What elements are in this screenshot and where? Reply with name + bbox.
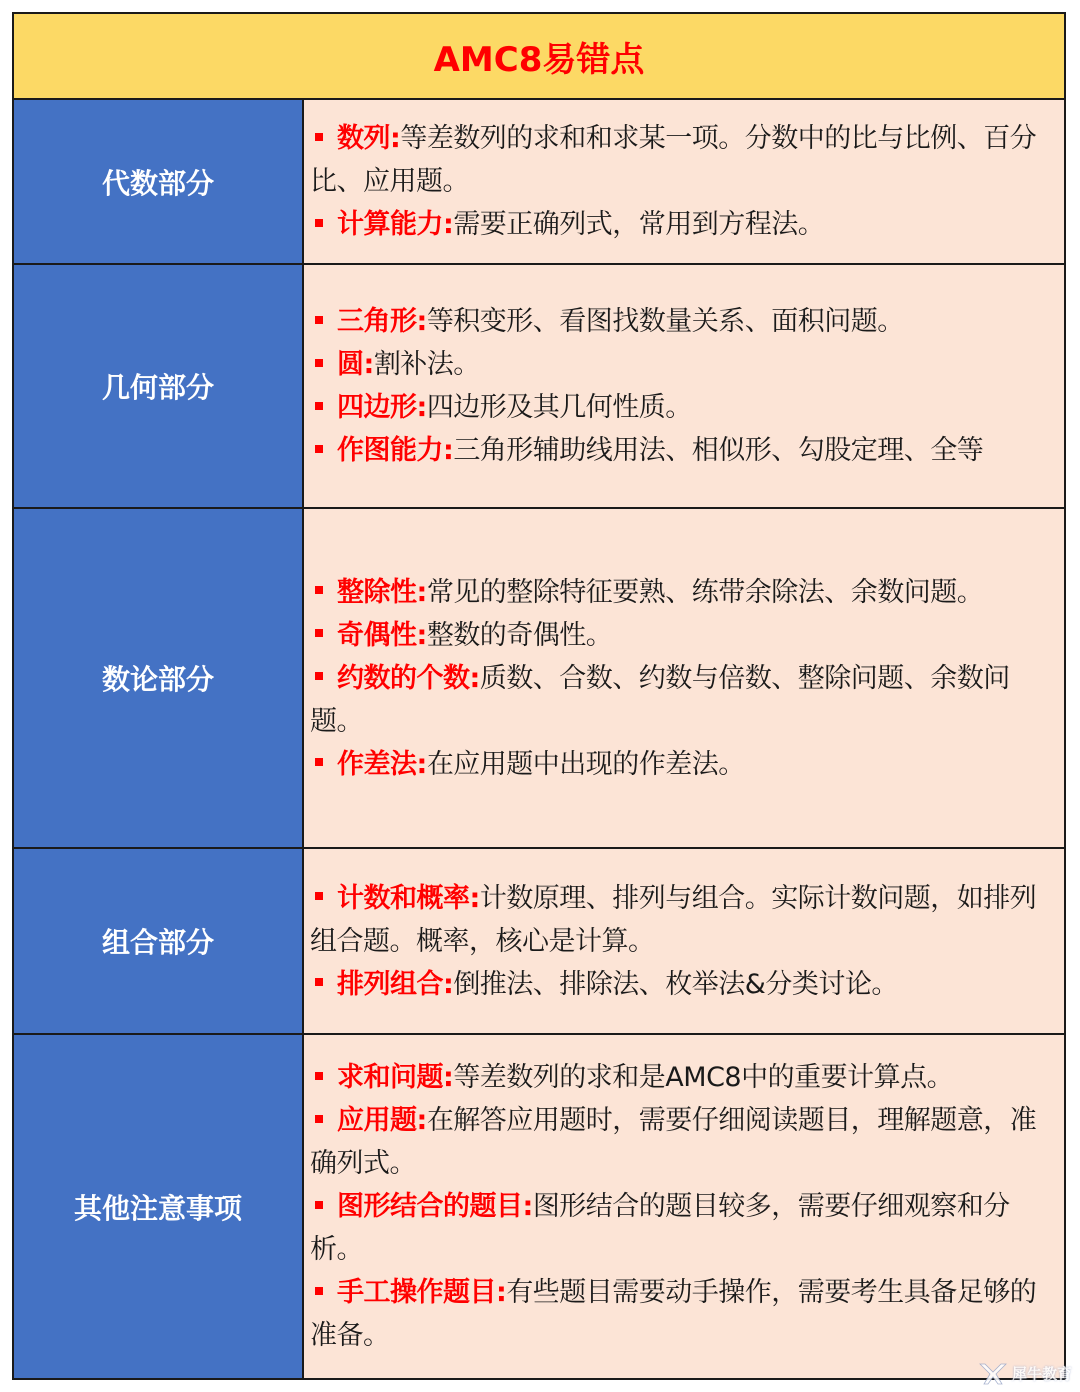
bullet-icon — [315, 978, 323, 986]
bullet-icon — [315, 445, 323, 453]
category-cell — [14, 100, 304, 263]
item-text: 质数、合数、约数与倍数、整除问题、余数问题。 — [310, 662, 1010, 737]
content-cell — [304, 509, 1064, 847]
bullet-icon — [315, 316, 323, 324]
content-cell — [304, 265, 1064, 507]
category-cell — [14, 509, 304, 847]
content-cell — [304, 849, 1064, 1033]
category-label: 组合部分 — [101, 926, 214, 959]
bullet-icon — [315, 892, 323, 900]
list-item — [310, 386, 1050, 429]
table-row — [14, 265, 1064, 509]
item-text: 四边形及其几何性质。 — [426, 392, 692, 423]
item-text: 在应用题中出现的作差法。 — [426, 748, 745, 780]
bullet-icon — [315, 1072, 323, 1080]
category-label: 其他注意事项 — [73, 1191, 242, 1225]
item-text: 三角形辅助线用法、相似形、勾股定理、全等 — [453, 435, 984, 466]
item-text: 整数的奇偶性。 — [426, 619, 613, 651]
item-text: 等差数列的求和和求某一项。分数中的比与比例、百分比、应用题。 — [310, 123, 1037, 197]
list-item — [310, 1271, 1050, 1357]
list-item — [310, 743, 1050, 786]
list-item — [310, 657, 1050, 743]
item-label: 整除性: — [337, 576, 427, 608]
category-cell — [14, 849, 304, 1033]
item-label: 四边形: — [337, 392, 427, 423]
content-cell — [304, 1035, 1064, 1378]
item-label: 求和问题: — [337, 1062, 454, 1093]
category-label: 几何部分 — [101, 371, 214, 404]
table-row — [14, 1035, 1064, 1378]
item-label: 图形结合的题目: — [337, 1191, 533, 1222]
list-item — [310, 429, 1050, 472]
bullet-icon — [315, 1287, 323, 1295]
item-label: 作差法: — [337, 748, 427, 780]
category-cell — [14, 1035, 304, 1378]
bullet-icon — [315, 758, 323, 766]
list-item — [310, 343, 1050, 386]
list-item — [310, 203, 1050, 246]
item-text: 图形结合的题目较多，需要仔细观察和分析。 — [310, 1191, 1010, 1265]
bullet-icon — [315, 359, 323, 367]
item-text: 等差数列的求和是AMC8中的重要计算点。 — [453, 1062, 954, 1093]
item-text: 倒推法、排除法、枚举法&分类讨论。 — [453, 968, 898, 1000]
bullet-icon — [315, 586, 323, 594]
item-label: 圆: — [337, 349, 374, 380]
table-row — [14, 509, 1064, 849]
list-item — [310, 1056, 1050, 1099]
bullet-icon — [315, 1201, 323, 1209]
item-text: 在解答应用题时，需要仔细阅读题目，理解题意，准确列式。 — [310, 1105, 1037, 1179]
bullet-icon — [315, 629, 323, 637]
list-item — [310, 1185, 1050, 1271]
category-label: 代数部分 — [101, 166, 214, 200]
list-item — [310, 300, 1050, 343]
bullet-icon — [315, 219, 323, 227]
item-text: 割补法。 — [373, 349, 480, 380]
bullet-icon — [315, 133, 323, 141]
list-item — [310, 571, 1050, 614]
list-item — [310, 1099, 1050, 1185]
list-item — [310, 963, 1050, 1006]
item-label: 应用题: — [337, 1105, 427, 1136]
page-title: AMC8易错点 — [433, 39, 645, 80]
table-row — [14, 849, 1064, 1035]
item-label: 计数和概率: — [337, 882, 480, 914]
item-text: 有些题目需要动手操作，需要考生具备足够的准备。 — [310, 1277, 1037, 1351]
bullet-icon — [315, 672, 323, 680]
list-item — [310, 877, 1050, 963]
category-cell — [14, 265, 304, 507]
watermark — [978, 1360, 1072, 1386]
item-label: 数列: — [337, 123, 401, 154]
item-text: 常见的整除特征要熟、练带余除法、余数问题。 — [426, 576, 984, 608]
bullet-icon — [315, 1115, 323, 1123]
item-label: 作图能力: — [337, 435, 454, 466]
item-text: 等积变形、看图找数量关系、面积问题。 — [426, 306, 904, 337]
item-text: 计数原理、排列与组合。实际计数问题，如排列组合题。概率，核心是计算。 — [310, 882, 1037, 957]
title-row — [14, 14, 1064, 100]
list-item — [310, 117, 1050, 203]
category-label: 数论部分 — [101, 663, 214, 696]
content-cell — [304, 100, 1064, 263]
bullet-icon — [315, 402, 323, 410]
list-item — [310, 614, 1050, 657]
item-label: 奇偶性: — [337, 619, 427, 651]
item-label: 约数的个数: — [337, 662, 480, 694]
item-label: 计算能力: — [337, 209, 454, 240]
item-label: 三角形: — [337, 306, 427, 337]
item-label: 排列组合: — [337, 968, 454, 1000]
item-label: 手工操作题目: — [337, 1277, 507, 1308]
table-row — [14, 100, 1064, 265]
error-points-table — [12, 12, 1066, 1380]
watermark-text: 犀牛教育 — [1011, 1364, 1072, 1383]
rhino-logo-icon — [978, 1360, 1008, 1386]
item-text: 需要正确列式，常用到方程法。 — [453, 209, 825, 240]
